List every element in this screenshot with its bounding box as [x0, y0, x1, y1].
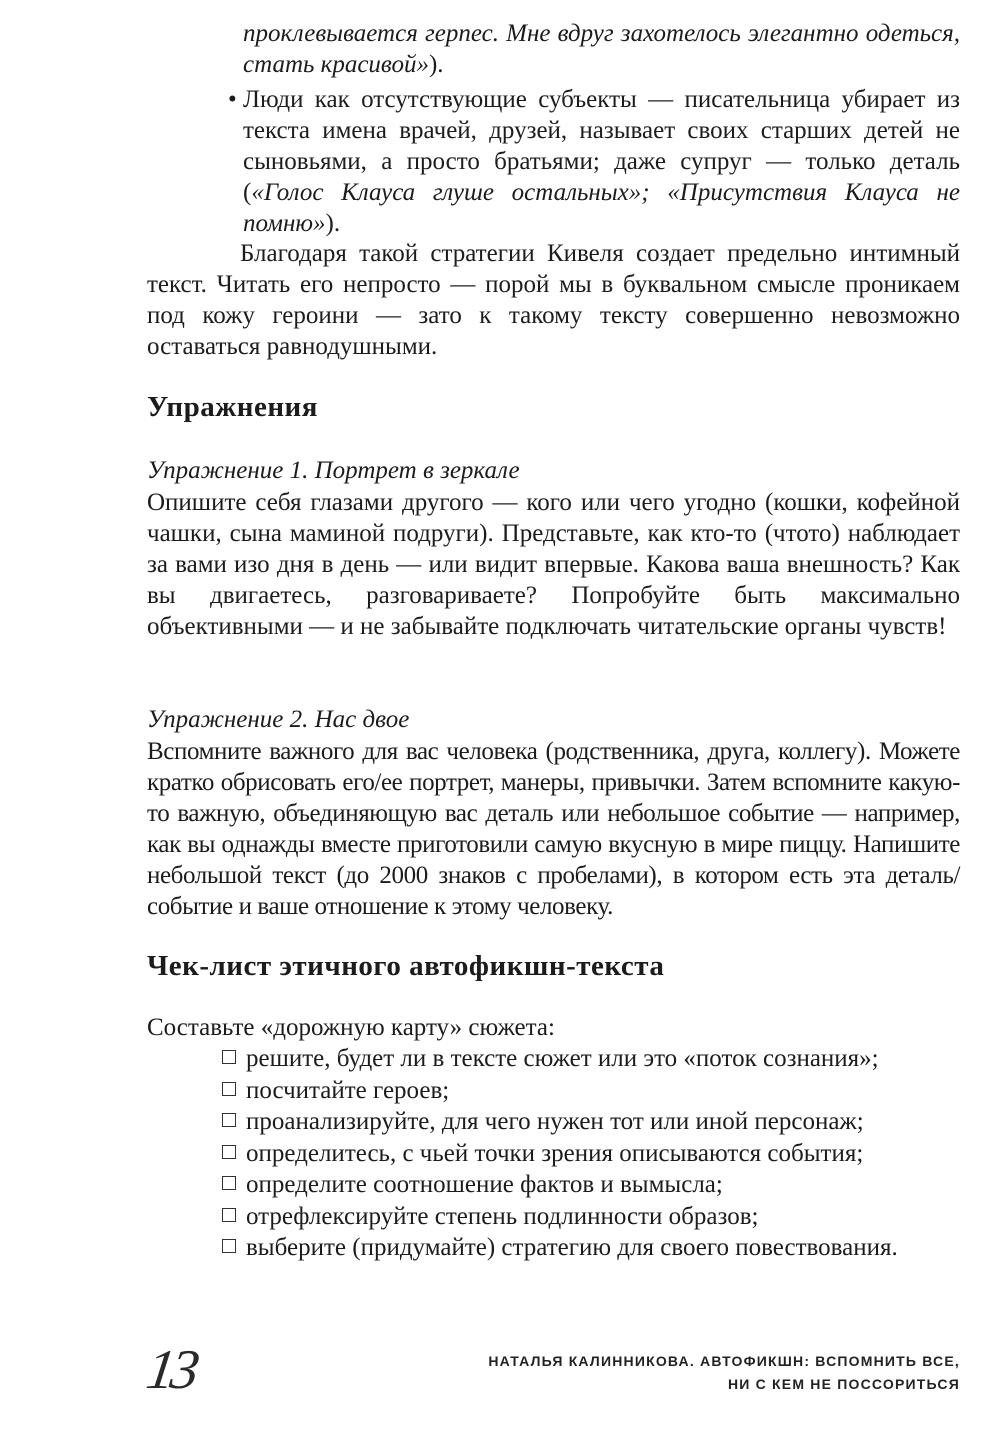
bullet-quote: «Голос Клауса глуше остальных»; «Присутствия Клауса не помню» [243, 179, 960, 237]
exercise-1-title: Упражнение 1. Портрет в зеркале [147, 457, 520, 484]
checkbox-icon [222, 1176, 236, 1190]
intro-paragraph: Благодаря такой стратегии Кивеля создает предельно интимный текст. Читать его непросто — порой мы в буквальном смысле проникаем под кожу героини — зато к такому тексту совершенно невозможно оставаться равнодушными. [147, 240, 960, 360]
running-head [488, 1350, 960, 1396]
checklist-lead: Составьте «дорожную карту» сюжета: [147, 1014, 555, 1041]
checkbox-icon [222, 1113, 236, 1127]
exercise-2-title: Упражнение 2. Нас двое [147, 706, 410, 733]
checklist-list [222, 1043, 967, 1264]
bullet-text-b: ). [325, 210, 341, 237]
quote-continuation [243, 18, 960, 80]
page-number: 13 [142, 1339, 200, 1401]
exercises-heading: Упражнения [147, 391, 318, 423]
exercise-2-text: Вспомните важного для вас человека (родственника, друга, коллегу). Можете кратко обрисовать его/ее портрет, манеры, привычки. Затем вспомните какую-то важную, объединяющую вас деталь или небольшое событие — например, как вы однажды вместе приготовили самую вкусную в мире пиццу. Напишите небольшой текст (до 2000 знаков с пробелами), в котором есть эта деталь/событие и ваше отношение к этому человеку. [147, 738, 960, 920]
checklist-heading: Чек-лист этичного автофикшн-текста [147, 950, 665, 982]
bullet-marker: • [228, 86, 237, 113]
quote-end-close: ). [428, 51, 444, 78]
bullet-text-a: Люди как отсутствующие субъекты — писательница убирает из текста имена врачей, друзей, называет своих старших детей не сыновьями, а просто братьями; даже супруг — только деталь ( [243, 86, 960, 206]
checkbox-icon [222, 1050, 236, 1064]
exercise-1-text: Опишите себя глазами другого — кого или чего угодно (кошки, кофейной чашки, сына маминой подруги). Представьте, как кто-то (чтото) наблюдает за вами изо дня в день — или видит впервые. Какова ваша внешность? Как вы двигаетесь, разговариваете? Попробуйте быть максимально объективными — и не забывайте подключать читательские органы чувств! [147, 489, 960, 640]
bullet-paragraph [228, 84, 960, 239]
checkbox-icon [222, 1082, 236, 1096]
checklist-item: отрефлексируйте степень подлинности образов; [222, 1201, 967, 1233]
checklist-item: определитесь, с чьей точки зрения описываются события; [222, 1138, 967, 1170]
checklist-item: проанализируйте, для чего нужен тот или иной персонаж; [222, 1106, 967, 1138]
bullet-item [228, 84, 960, 239]
checklist-item: определите соотношение фактов и вымысла; [222, 1169, 967, 1201]
checklist-item: выберите (придумайте) стратегию для своего повествования. [222, 1232, 967, 1264]
quote-end-text: проклевывается герпес. Мне вдруг захотелось элегантно одеться, стать красивой» [243, 20, 960, 78]
checklist-item: посчитайте героев; [222, 1075, 967, 1107]
checklist-item: решите, будет ли в тексте сюжет или это «поток сознания»; [222, 1043, 967, 1075]
checkbox-icon [222, 1208, 236, 1222]
checkbox-icon [222, 1239, 236, 1253]
running-head-line2: НИ С КЕМ НЕ ПОССОРИТЬСЯ [728, 1376, 960, 1392]
running-head-line1: НАТАЛЬЯ КАЛИННИКОВА. АВТОФИКШН: ВСПОМНИТЬ ВСЕ, [488, 1353, 960, 1369]
checkbox-icon [222, 1145, 236, 1159]
